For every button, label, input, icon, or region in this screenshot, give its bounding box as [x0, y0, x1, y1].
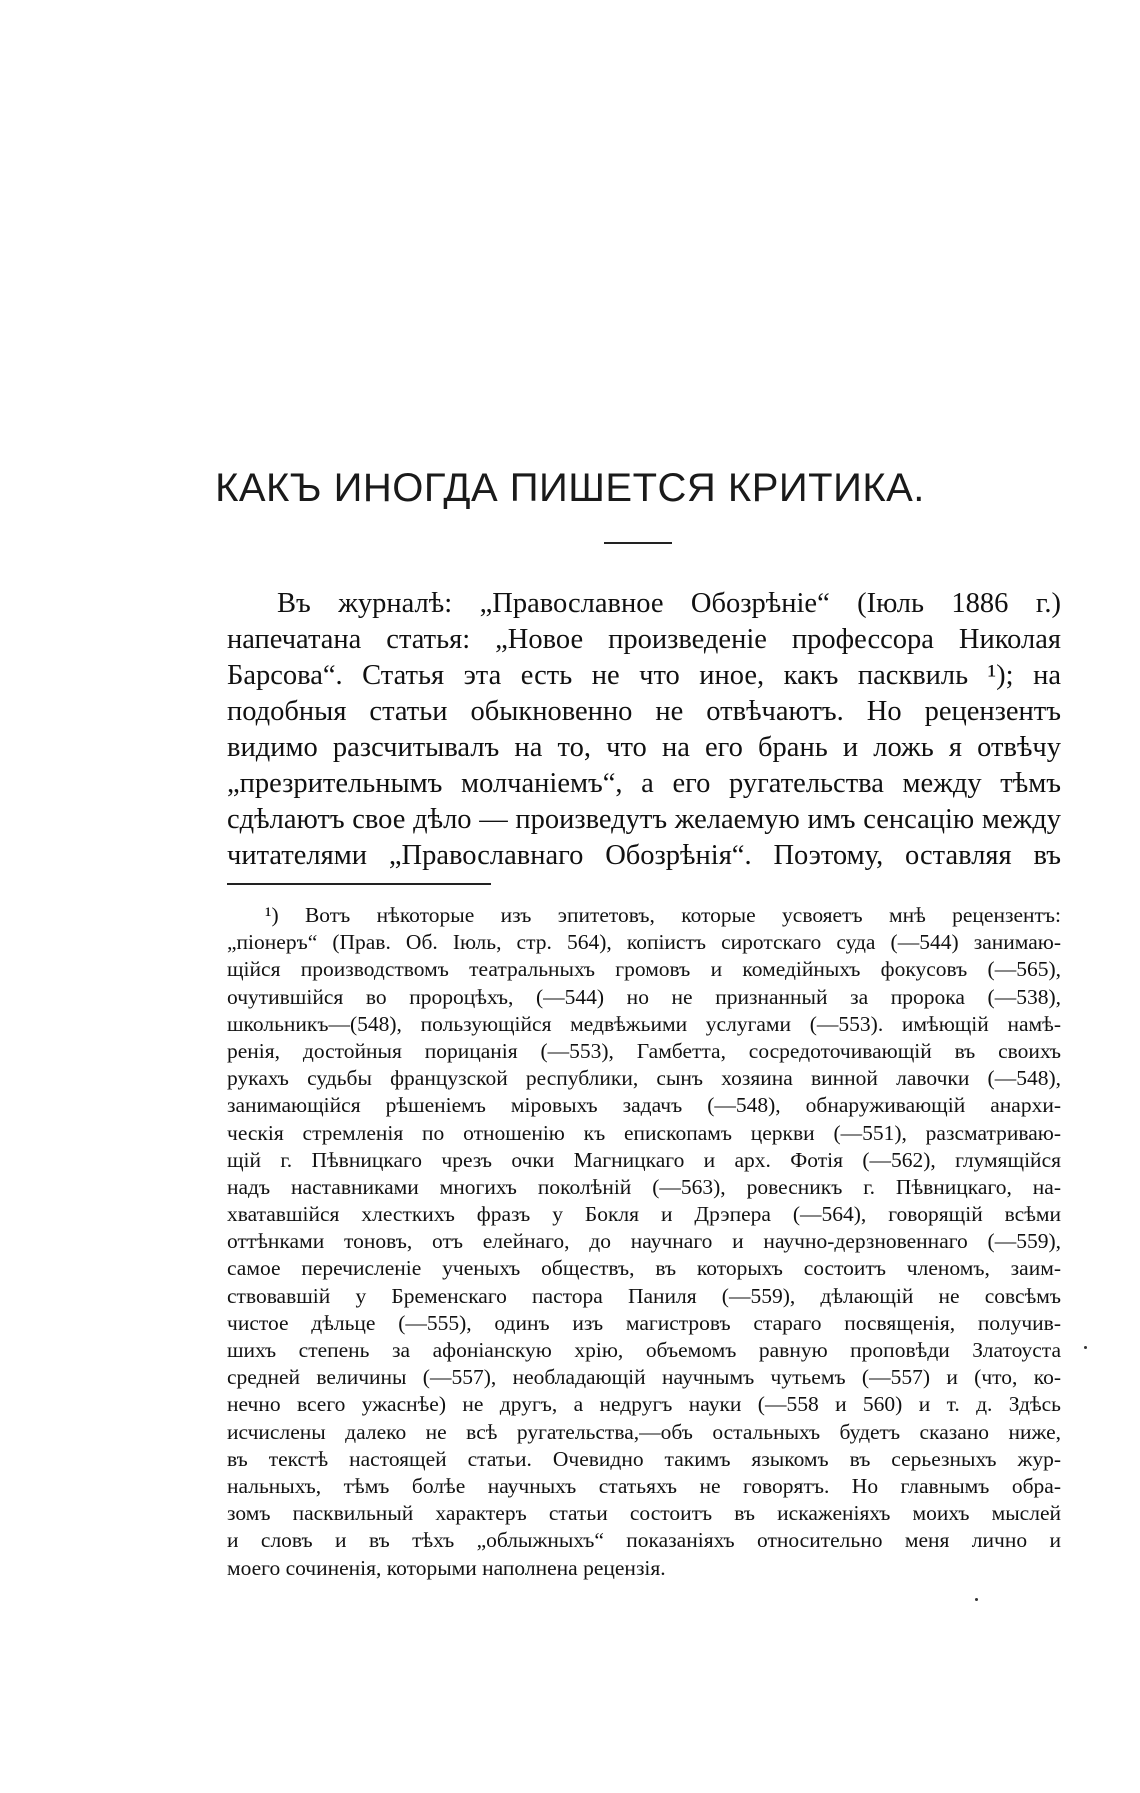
footnote-line: занимающійся рѣшеніемъ міровыхъ задачъ (—548), обнаруживающій анархи-: [227, 1093, 1061, 1118]
body-line: напечатана статья: „Новое произведеніе профессора Николая: [227, 624, 1061, 655]
footnote-line: школьникъ—(548), пользующійся медвѣжьими услугами (—553). имѣющій намѣ-: [227, 1011, 1061, 1036]
body-paragraph: [227, 586, 1061, 874]
body-line: подобныя статьи обыкновенно не отвѣчаютъ. Но рецензентъ: [227, 696, 1061, 727]
footnote-line: щійся производствомъ театральныхъ громовъ и комедійныхъ фокусовъ (—565),: [227, 957, 1061, 982]
footnote-line: моего сочиненія, которыми наполнена рецензія.: [227, 1555, 666, 1580]
footnote: [227, 902, 1061, 1582]
footnote-divider: [227, 883, 491, 885]
footnote-line: щій г. Пѣвницкаго чрезъ очки Магницкаго и арх. Фотія (—562), глумящійся: [227, 1147, 1061, 1172]
footnote-line: ¹) Вотъ нѣкоторые изъ эпитетовъ, которые усвояетъ мнѣ рецензентъ:: [265, 903, 1061, 927]
footnote-line: въ текстѣ настоящей статьи. Очевидно такимъ языкомъ въ серьезныхъ жур-: [227, 1446, 1061, 1471]
title-divider: [604, 542, 672, 544]
footnote-line: чистое дѣльце (—555), одинъ изъ магистровъ стараго посвященія, получив-: [227, 1310, 1061, 1335]
footnote-line: нальныхъ, тѣмъ болѣе научныхъ статьяхъ не говорятъ. Но главнымъ обра-: [227, 1473, 1061, 1498]
footnote-line: оттѣнками тоновъ, отъ елейнаго, до научнаго и научно-дерзновеннаго (—559),: [227, 1229, 1061, 1254]
stray-mark: [1084, 1346, 1087, 1349]
footnote-line: и словъ и въ тѣхъ „облыжныхъ“ показаніяхъ относительно меня лично и: [227, 1528, 1061, 1553]
body-line: „презрительнымъ молчаніемъ“, а его ругательства между тѣмъ: [227, 768, 1061, 799]
footnote-line: зомъ пасквильный характеръ статьи состоитъ въ искаженіяхъ моихъ мыслей: [227, 1501, 1061, 1526]
footnote-line: средней величины (—557), необладающій научнымъ чутьемъ (—557) и (что, ко-: [227, 1365, 1061, 1390]
body-line: сдѣлаютъ свое дѣло — произведутъ желаемую имъ сенсацію между: [227, 804, 1061, 835]
footnote-line: самое перечисленіе ученыхъ обществъ, въ которыхъ состоитъ членомъ, заим-: [227, 1256, 1061, 1281]
footnote-line: ствовавшій у Бременскаго пастора Паниля (—559), дѣлающій не совсѣмъ: [227, 1283, 1061, 1308]
footnote-line: надъ наставниками многихъ поколѣній (—563), ровесникъ г. Пѣвницкаго, на-: [227, 1174, 1061, 1199]
body-line: читателями „Православнаго Обозрѣнія“. Поэтому, оставляя въ: [227, 840, 1061, 871]
stray-mark: [975, 1598, 978, 1601]
footnote-line: очутившійся во пророцѣхъ, (—544) но не признанный за пророка (—538),: [227, 984, 1061, 1009]
footnote-line: ренія, достойныя порицанія (—553), Гамбетта, сосредоточивающій въ своихъ: [227, 1038, 1061, 1063]
body-line: Барсова“. Статья эта есть не что иное, какъ пасквиль ¹); на: [227, 660, 1061, 691]
footnote-line: шихъ степень за афоніанскую хрію, объемомъ равную проповѣди Златоуста: [227, 1338, 1061, 1362]
footnote-line: рукахъ судьбы французской республики, сынъ хозяина винной лавочки (—548),: [227, 1066, 1061, 1091]
page-title: КАКЪ ИНОГДА ПИШЕТСЯ КРИТИКА.: [215, 466, 925, 510]
footnote-line: „піонеръ“ (Прав. Об. Іюль, стр. 564), копіистъ сиротскаго суда (—544) занимаю-: [227, 930, 1061, 955]
body-line: видимо разсчитывалъ на то, что на его брань и ложь я отвѣчу: [227, 732, 1061, 763]
footnote-line: нечно всего ужаснѣе) не другъ, а недругъ науки (—558 и 560) и т. д. Здѣсь: [227, 1392, 1061, 1417]
footnote-line: ческія стремленія по отношенію къ епископамъ церкви (—551), разсматриваю-: [227, 1120, 1061, 1145]
body-line: Въ журналѣ: „Православное Обозрѣніе“ (Іюль 1886 г.): [277, 588, 1061, 619]
footnote-line: исчислены далеко не всѣ ругательства,—объ остальныхъ будетъ сказано ниже,: [227, 1419, 1061, 1444]
footnote-line: хватавшійся хлесткихъ фразъ у Бокля и Дрэпера (—564), говорящій всѣми: [227, 1202, 1061, 1227]
